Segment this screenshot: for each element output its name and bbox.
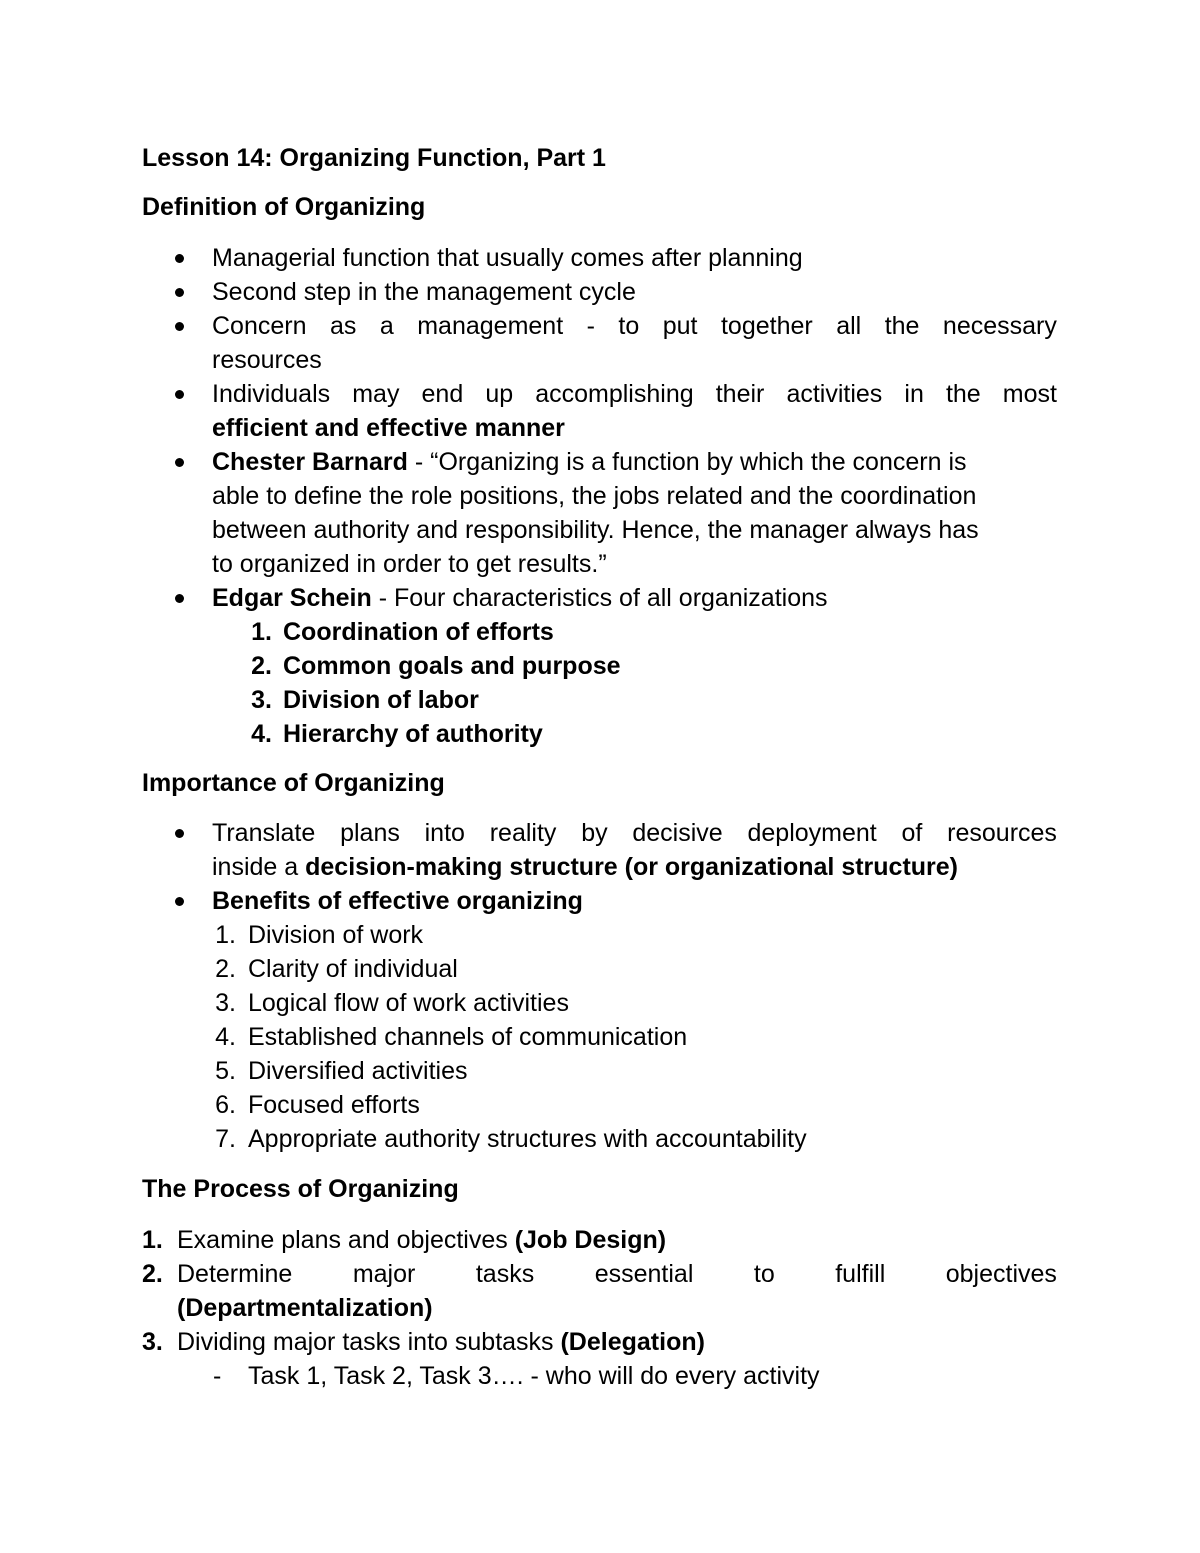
word: up: [485, 380, 514, 408]
numbered-item: [0, 615, 1200, 649]
item-text: Focused efforts: [248, 1091, 420, 1119]
item-number: 4.: [251, 720, 272, 748]
step-number: 1.: [142, 1226, 163, 1254]
quote-text: - “Organizing is a function by which the concern is: [407, 448, 967, 476]
word: Translate: [212, 819, 316, 847]
word: by: [581, 819, 608, 847]
sub-list-item: [0, 1359, 1200, 1393]
numbered-item: [0, 1223, 1200, 1257]
word: necessary: [942, 312, 1057, 340]
process-heading: The Process of Organizing: [142, 1175, 459, 1203]
bullet-text: Second step in the management cycle: [212, 278, 636, 306]
bullet-icon: [175, 322, 184, 331]
item-text: Hierarchy of authority: [283, 720, 543, 748]
process-heading-line: [0, 1172, 1200, 1206]
word: the: [884, 312, 920, 340]
word: all: [836, 312, 862, 340]
bold-phrase: (Departmentalization): [177, 1294, 433, 1322]
word: Individuals: [212, 380, 331, 408]
bold-phrase: (Job Design): [514, 1226, 667, 1254]
word: to: [753, 1260, 775, 1288]
quote-text: to organized in order to get results.”: [212, 550, 607, 578]
definition-heading-line: [0, 190, 1200, 224]
definition-heading: Definition of Organizing: [142, 193, 426, 221]
bullet-icon: [175, 829, 184, 838]
bullet-text: [212, 850, 958, 884]
step-text: [177, 1223, 666, 1257]
item-number: 3.: [251, 686, 272, 714]
bullet-text: Benefits of effective organizing: [212, 887, 583, 915]
bullet-text: Managerial function that usually comes after planning: [212, 244, 803, 272]
author-name: Chester Barnard: [212, 448, 408, 476]
item-number: 7.: [215, 1125, 236, 1153]
numbered-item: [0, 1054, 1200, 1088]
quote-text: able to define the role positions, the jobs related and the coordination: [212, 482, 977, 510]
item-text: Logical flow of work activities: [248, 989, 569, 1017]
list-item-continuation: [0, 513, 1200, 547]
word: of: [901, 819, 923, 847]
list-item: [0, 309, 1200, 343]
plain-text: inside a: [212, 853, 306, 881]
list-item-continuation: [0, 411, 1200, 445]
word: tasks: [475, 1260, 535, 1288]
justified-line: [177, 1257, 1057, 1291]
numbered-item: [0, 1325, 1200, 1359]
word: Concern: [212, 312, 307, 340]
item-text: Diversified activities: [248, 1057, 468, 1085]
item-number: 1.: [215, 921, 236, 949]
numbered-item: [0, 649, 1200, 683]
importance-heading-line: [0, 766, 1200, 800]
sub-item-text: Task 1, Task 2, Task 3…. - who will do every activity: [248, 1362, 820, 1390]
quote-text: between authority and responsibility. Hence, the manager always has: [212, 516, 979, 544]
numbered-item: [0, 1257, 1200, 1291]
numbered-item: [0, 986, 1200, 1020]
list-item-continuation: [0, 547, 1200, 581]
word: in: [904, 380, 924, 408]
justified-line: [212, 816, 1057, 850]
justified-line: [212, 309, 1057, 343]
numbered-item: [0, 1088, 1200, 1122]
item-number: 5.: [215, 1057, 236, 1085]
bullet-text: resources: [212, 346, 322, 374]
list-item-continuation: [0, 479, 1200, 513]
item-text: Clarity of individual: [248, 955, 458, 983]
word: objectives: [945, 1260, 1057, 1288]
item-number: 2.: [251, 652, 272, 680]
list-item: [0, 445, 1200, 479]
step-number: 3.: [142, 1328, 163, 1356]
word: a: [379, 312, 394, 340]
word: resources: [947, 819, 1057, 847]
bullet-text: [212, 581, 828, 615]
author-name: Edgar Schein: [212, 584, 372, 612]
word: major: [352, 1260, 416, 1288]
list-item: [0, 275, 1200, 309]
word: to: [618, 312, 640, 340]
step-text: [177, 1325, 705, 1359]
item-number: 2.: [215, 955, 236, 983]
item-number: 3.: [215, 989, 236, 1017]
list-item-continuation: [0, 343, 1200, 377]
word: deployment: [747, 819, 877, 847]
numbered-item: [0, 1122, 1200, 1156]
bullet-text: [212, 445, 967, 479]
bullet-text-rest: - Four characteristics of all organizations: [371, 584, 828, 612]
word: fulfill: [835, 1260, 886, 1288]
justified-line: [212, 377, 1057, 411]
dash-marker: -: [213, 1362, 222, 1390]
word: put: [662, 312, 698, 340]
word: their: [715, 380, 765, 408]
list-item: [0, 241, 1200, 275]
word: together: [720, 312, 813, 340]
bullet-icon: [175, 897, 184, 906]
list-item-continuation: [0, 850, 1200, 884]
numbered-item-continuation: [0, 1291, 1200, 1325]
item-text: Common goals and purpose: [283, 652, 621, 680]
item-text: Established channels of communication: [248, 1023, 688, 1051]
word: Determine: [177, 1260, 293, 1288]
list-item: [0, 884, 1200, 918]
word: as: [329, 312, 357, 340]
item-number: 1.: [251, 618, 272, 646]
bullet-icon: [175, 254, 184, 263]
word: -: [586, 312, 595, 340]
numbered-item: [0, 918, 1200, 952]
plain-text: Examine plans and objectives: [177, 1226, 515, 1254]
item-number: 4.: [215, 1023, 236, 1051]
list-item: [0, 816, 1200, 850]
word: accomplishing: [535, 380, 694, 408]
bold-phrase: efficient and effective manner: [212, 414, 565, 442]
word: into: [424, 819, 465, 847]
word: the: [945, 380, 981, 408]
word: essential: [594, 1260, 694, 1288]
item-text: Appropriate authority structures with accountability: [248, 1125, 807, 1153]
word: reality: [489, 819, 557, 847]
numbered-item: [0, 952, 1200, 986]
bold-phrase: (Delegation): [560, 1328, 705, 1356]
plain-text: Dividing major tasks into subtasks: [177, 1328, 561, 1356]
item-text: Division of labor: [283, 686, 479, 714]
bullet-icon: [175, 288, 184, 297]
word: may: [352, 380, 400, 408]
numbered-item: [0, 683, 1200, 717]
item-text: Division of work: [248, 921, 424, 949]
numbered-item: [0, 1020, 1200, 1054]
word: management: [417, 312, 564, 340]
bold-phrase: decision-making structure (or organizational structure): [305, 853, 959, 881]
lesson-title-line: [0, 141, 1200, 175]
bullet-icon: [175, 458, 184, 467]
word: end: [421, 380, 464, 408]
numbered-item: [0, 717, 1200, 751]
step-number: 2.: [142, 1260, 163, 1288]
bullet-icon: [175, 390, 184, 399]
bullet-icon: [175, 594, 184, 603]
word: plans: [340, 819, 400, 847]
lesson-title: Lesson 14: Organizing Function, Part 1: [142, 144, 606, 172]
word: activities: [786, 380, 883, 408]
list-item: [0, 581, 1200, 615]
word: most: [1002, 380, 1057, 408]
list-item: [0, 377, 1200, 411]
importance-heading: Importance of Organizing: [142, 769, 445, 797]
word: decisive: [632, 819, 723, 847]
item-text: Coordination of efforts: [283, 618, 554, 646]
item-number: 6.: [215, 1091, 236, 1119]
